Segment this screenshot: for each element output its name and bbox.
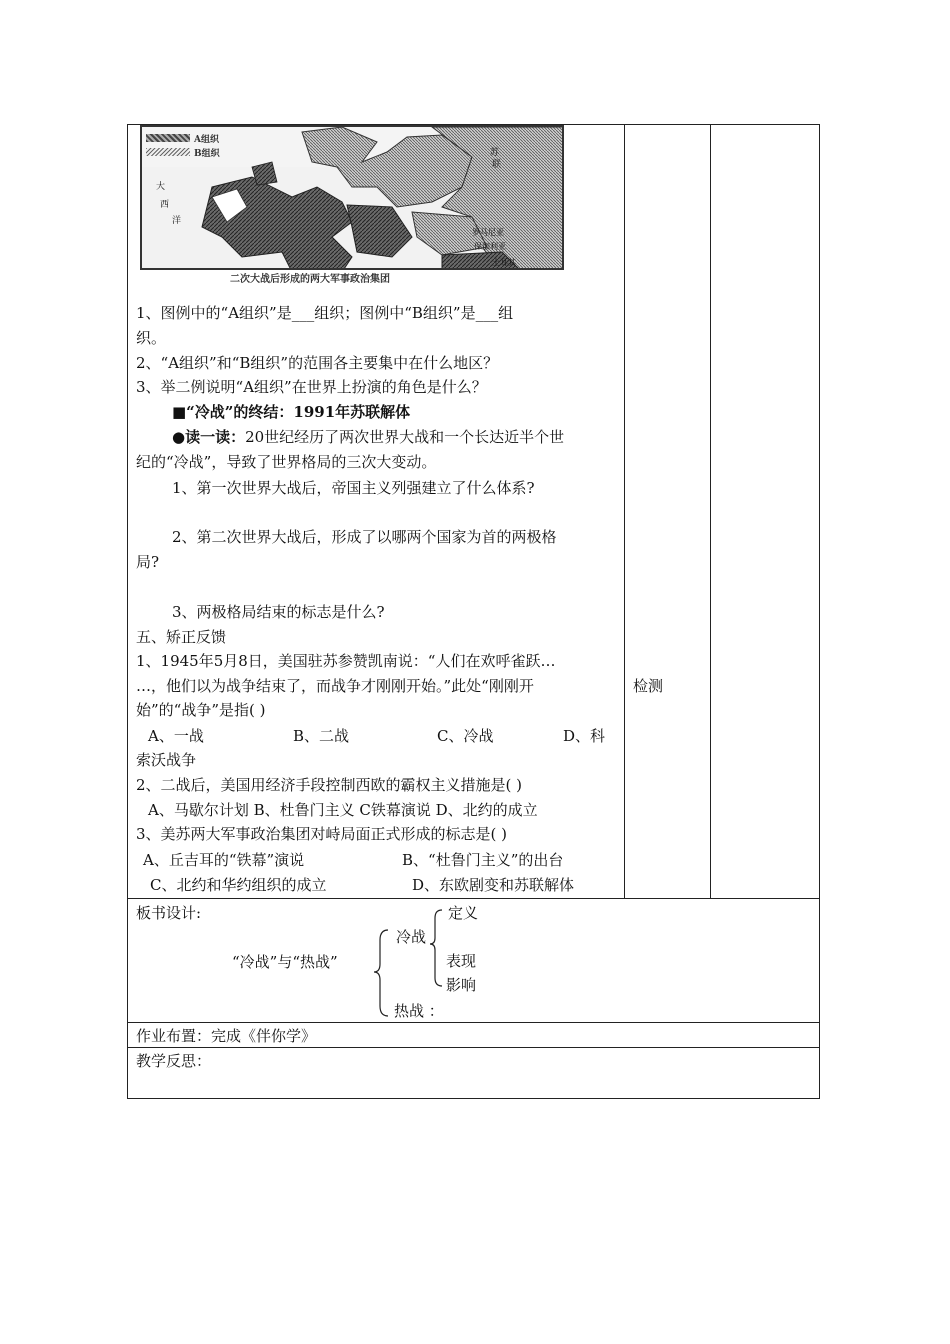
feedback-q1-option-d: D、科 [563, 727, 606, 745]
reading-text-a: 20世纪经历了两次世界大战和一个长达近半个世 [245, 428, 565, 446]
feedback-q3-option-c: C、北约和华约组织的成立 [150, 876, 327, 894]
legend-item-b [146, 145, 250, 159]
board-item-influence: 影响 [446, 976, 477, 994]
feedback-q3-option-b: B、“杜鲁门主义”的出台 [402, 851, 564, 869]
feedback-q3: 3、美苏两大军事政治集团对峙局面正式形成的标志是( ) [136, 825, 508, 843]
map-question-1b: 织。 [136, 329, 167, 347]
feedback-q3-option-a: A、丘吉耳的“铁幕”演说 [143, 851, 305, 869]
column-divider-1 [624, 124, 625, 898]
column-divider-2 [710, 124, 711, 898]
reflection: 教学反思： [136, 1052, 212, 1070]
reading-question-3: 3、两极格局结束的标志是什么? [172, 603, 385, 621]
feedback-q1-option-a: A、一战 [148, 727, 204, 745]
feedback-q2-options: A、马歇尔计划 B、杜鲁门主义 C铁幕演说 D、北约的成立 [148, 801, 538, 819]
reading-prefix: ●读一读： [172, 428, 246, 446]
reading-question-1: 1、第一次世界大战后，帝国主义列强建立了什么体系? [172, 479, 535, 497]
reading-question-2b: 局? [136, 553, 160, 571]
reading-question-2a: 2、第二次世界大战后，形成了以哪两个国家为首的两极格 [172, 528, 557, 546]
board-cold-war: 冷战 [396, 928, 427, 946]
legend-label-a: A组织 [194, 134, 219, 145]
map-label-lian: 联 [492, 160, 502, 170]
legend-label-b: B组织 [194, 148, 220, 159]
feedback-q1c: 始”的“战争”是指( ) [136, 701, 266, 719]
board-brace-outer [372, 928, 392, 1018]
reading-line-a [172, 427, 564, 447]
section-heading-end: ■“冷战”的终结：1991年苏联解体 [172, 403, 411, 421]
feedback-q1-option-b: B、二战 [293, 727, 350, 745]
feedback-q1-tail: 索沃战争 [136, 751, 197, 769]
map-label-xi: 西 [160, 200, 170, 210]
legend-item-a [146, 131, 250, 145]
row-divider-homework [127, 1022, 820, 1023]
row-divider-board [127, 898, 820, 899]
map-label-romania: 罗马尼亚 [472, 228, 504, 237]
feedback-q2: 2、二战后，美国用经济手段控制西欧的霸权主义措施是( ) [136, 776, 523, 794]
feedback-q1a: 1、1945年5月8日，美国驻苏参赞凯南说：“人们在欢呼雀跃… [136, 652, 556, 670]
feedback-q1-option-c: C、冷战 [437, 727, 494, 745]
feedback-q1b: …，他们以为战争结束了，而战争才刚刚开始。”此处“刚刚开 [136, 677, 534, 695]
legend-swatch-a [146, 134, 190, 142]
board-label: 板书设计: [136, 904, 202, 922]
map-label-da: 大 [156, 182, 166, 192]
legend-swatch-b [146, 148, 190, 156]
board-item-definition: 定义 [448, 904, 479, 922]
map-label-yang: 洋 [172, 216, 182, 226]
side-label-check: 检测 [633, 677, 664, 695]
map-label-su: 苏 [490, 148, 500, 158]
map-question-1a: 1、图例中的“A组织”是___组织；图例中“B组织”是___组 [136, 304, 514, 322]
board-brace-inner [429, 908, 445, 988]
feedback-q3-option-d: D、东欧剧变和苏联解体 [412, 876, 575, 894]
feedback-heading: 五、矫正反馈 [136, 628, 227, 646]
map-question-3: 3、举二例说明“A组织”在世界上扮演的角色是什么？ [136, 378, 487, 396]
map-label-turkey: 土耳其 [492, 258, 516, 267]
board-hot-war: 热战 ： [394, 1002, 444, 1020]
map-label-bulgaria: 保加利亚 [474, 242, 506, 251]
map-caption: 二次大战后形成的两大军事政治集团 [230, 274, 390, 285]
row-divider-reflection [127, 1047, 820, 1048]
reading-line-b: 纪的“冷战”，导致了世界格局的三次大变动。 [136, 453, 437, 471]
map-question-2: 2、“A组织”和“B组织”的范围各主要集中在什么地区？ [136, 354, 499, 372]
map-legend [146, 131, 250, 159]
homework: 作业布置：完成《伴你学》 [136, 1027, 317, 1045]
board-item-performance: 表现 [446, 952, 477, 970]
europe-map-image [140, 125, 564, 270]
board-root: “冷战”与“热战” [232, 953, 338, 971]
